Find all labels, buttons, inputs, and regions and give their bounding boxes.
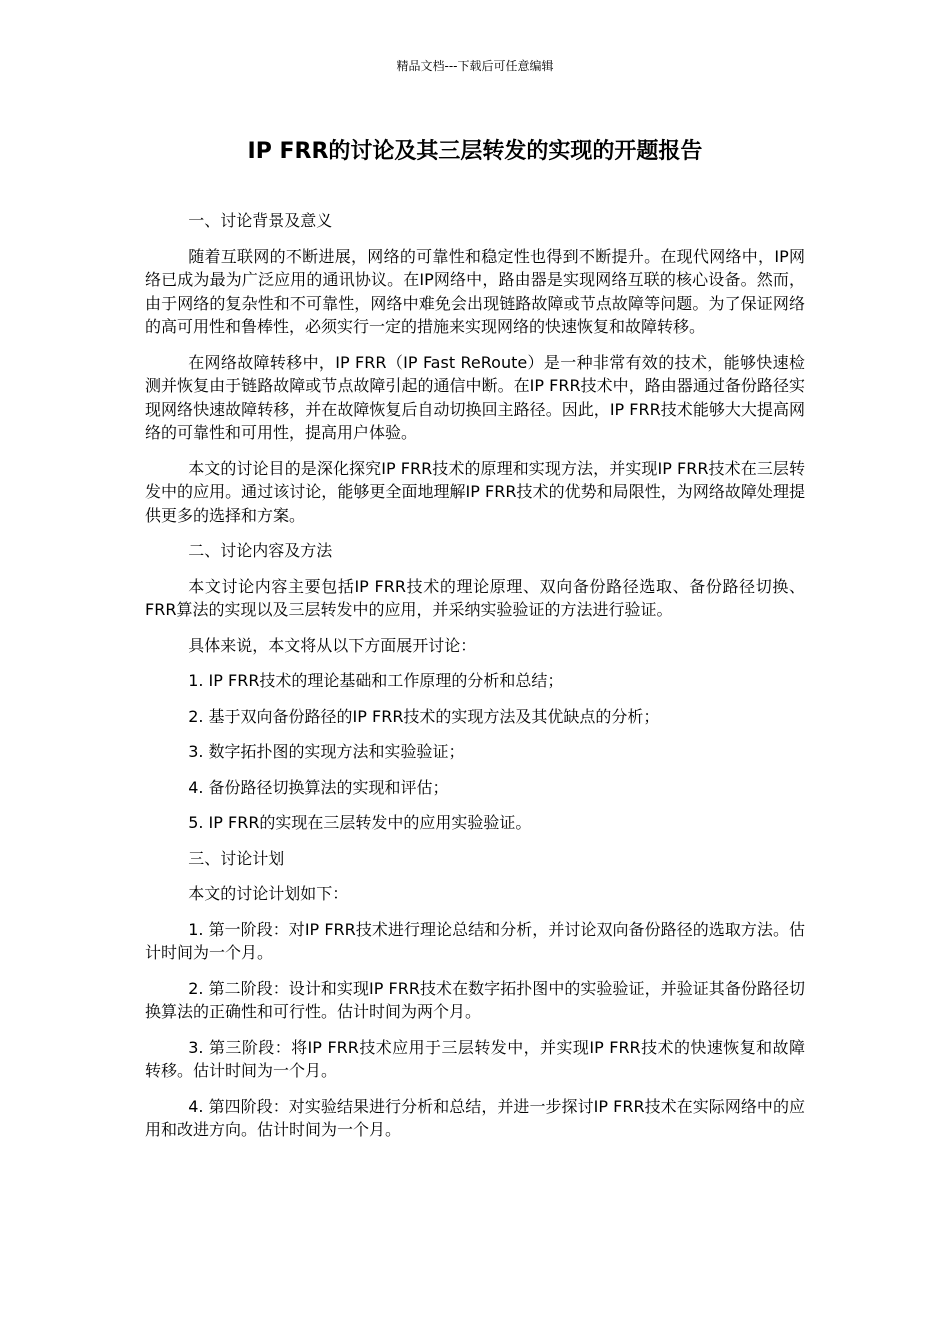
- list-item: 4. 备份路径切换算法的实现和评估；: [188, 777, 449, 797]
- list-item: 5. IP FRR的实现在三层转发中的应用实验验证。: [188, 813, 532, 832]
- paragraph: 本文讨论内容主要包括IP FRR技术的理论原理、双向备份路径选取、备份路径切换、FRR算法的实现以及三层转发中的应用，并采纳实验验证的方法进行验证。: [145, 576, 805, 619]
- page-header: 精品文档---下载后可任意编辑: [396, 59, 554, 73]
- paragraph: 本文的讨论目的是深化探究IP FRR技术的原理和实现方法，并实现IP FRR技术在三层转发中的应用。通过该讨论，能够更全面地理解IP FRR技术的优势和局限性，为网络故障处理提供更多的选择和方案。: [145, 458, 805, 525]
- list-item: 1. 第一阶段：对IP FRR技术进行理论总结和分析，并讨论双向备份路径的选取方法。估计时间为一个月。: [145, 919, 805, 962]
- paragraph: 在网络故障转移中，IP FRR（IP Fast ReRoute）是一种非常有效的技术，能够快速检测并恢复由于链路故障或节点故障引起的通信中断。在IP FRR技术中，路由器通过备份路径实现网络快速故障转移，并在故障恢复后自动切换回主路径。因此，IP FRR技术能够大大提高网络的可靠性和可用性，提高用户体验。: [145, 352, 805, 442]
- list-item: 2. 第二阶段：设计和实现IP FRR技术在数字拓扑图中的实验验证，并验证其备份路径切换算法的正确性和可行性。估计时间为两个月。: [145, 978, 805, 1021]
- list-item: 1. IP FRR技术的理论基础和工作原理的分析和总结；: [188, 671, 564, 690]
- section-heading: 三、讨论计划: [188, 848, 285, 868]
- section-heading: 二、讨论内容及方法: [188, 541, 333, 560]
- section-heading: 一、讨论背景及意义: [188, 211, 333, 230]
- paragraph: 随着互联网的不断进展，网络的可靠性和稳定性也得到不断提升。在现代网络中，IP网络已成为最为广泛应用的通讯协议。在IP网络中，路由器是实现网络互联的核心设备。然而，由于网络的复杂性和不可靠性，网络中难免会出现链路故障或节点故障等问题。为了保证网络的高可用性和鲁棒性，必须实行一定的措施来实现网络的快速恢复和故障转移。: [145, 246, 805, 336]
- list-item: 4. 第四阶段：对实验结果进行分析和总结，并进一步探讨IP FRR技术在实际网络中的应用和改进方向。估计时间为一个月。: [145, 1096, 805, 1139]
- document-title: IP FRR的讨论及其三层转发的实现的开题报告: [247, 139, 703, 164]
- paragraph: 具体来说，本文将从以下方面展开讨论：: [188, 635, 477, 655]
- list-item: 2. 基于双向备份路径的IP FRR技术的实现方法及其优缺点的分析；: [188, 706, 660, 726]
- list-item: 3. 第三阶段：将IP FRR技术应用于三层转发中，并实现IP FRR技术的快速恢复和故障转移。估计时间为一个月。: [145, 1037, 805, 1080]
- document-body: [145, 209, 805, 1154]
- paragraph: 本文的讨论计划如下：: [188, 884, 349, 903]
- list-item: 3. 数字拓扑图的实现方法和实验验证；: [188, 742, 465, 761]
